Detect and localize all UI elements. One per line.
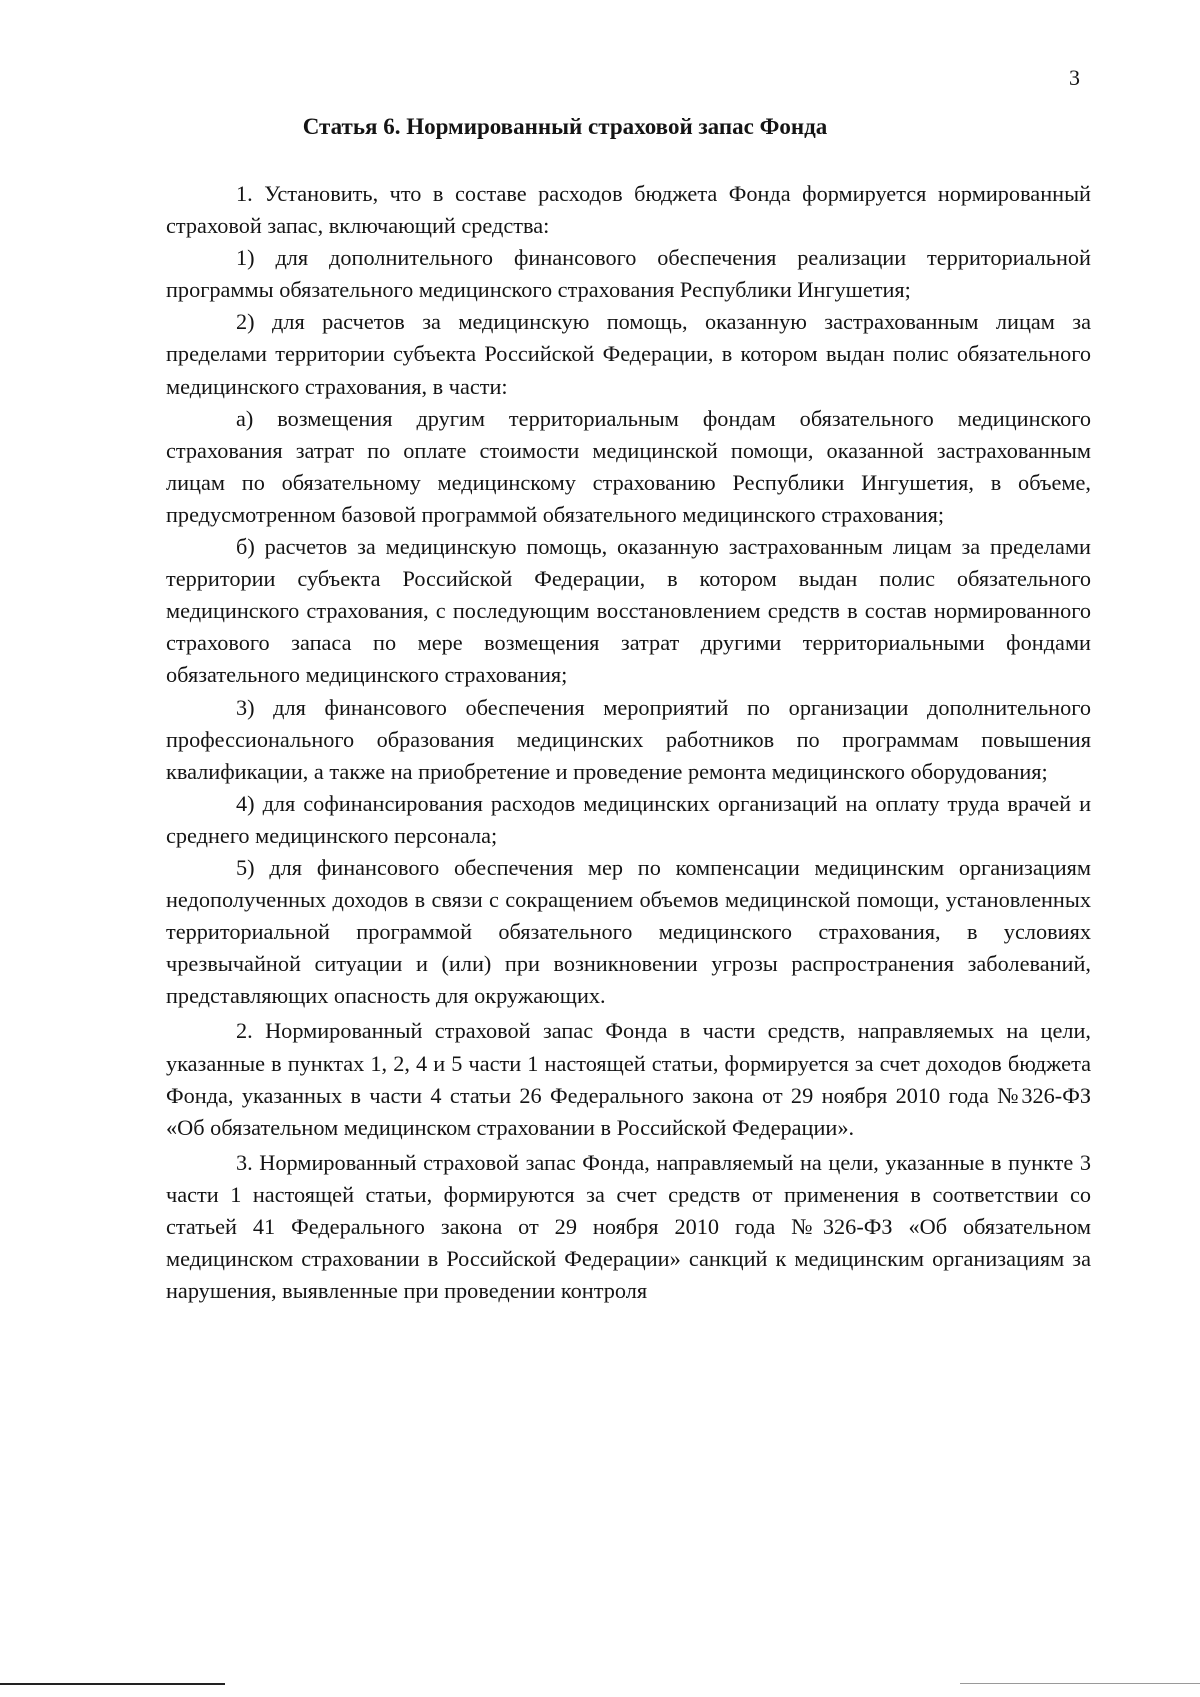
paragraph-2: 2. Нормированный страховой запас Фонда в части средств, направляемых на цели, указанные в пунктах 1, 2, 4 и 5 части 1 настоящей статьи, формируется за счет доходов бюджета Фонда, указанных в части 4 статьи 26 Федерального закона от 29 ноября 2010 года №326-ФЗ «Об обязательном медицинском страховании в Российской Федерации». (166, 1018, 1091, 1140)
page-number: 3 (1069, 65, 1080, 90)
sub-item-b: б) расчетов за медицинскую помощь, оказанную застрахованным лицам за пределами территории субъекта Российской Федерации, в котором выдан полис обязательного медицинского страхования, с последующим восстановлением средств в состав нормированного страхового запаса по мере возмещения затрат другими территориальными фондами обязательного медицинского страхования; (166, 534, 1091, 688)
article-body (166, 178, 1091, 1307)
bottom-rule-right (960, 1683, 1200, 1684)
bottom-rule (0, 1683, 225, 1685)
list-item-3: 3) для финансового обеспечения мероприятий по организации дополнительного профессионального образования медицинских работников по программам повышения квалификации, а также на приобретение и проведение ремонта медицинского оборудования; (166, 694, 1091, 784)
list-item-5: 5) для финансового обеспечения мер по компенсации медицинским организациям недополученных доходов в связи с сокращением объемов медицинской помощи, установленных территориальной программой обязательного медицинского страхования, в условиях чрезвычайной ситуации и (или) при возникновении угрозы распространения заболеваний, представляющих опасность для окружающих. (166, 854, 1091, 1009)
sub-item-a: а) возмещения другим территориальным фондам обязательного медицинского страхования затрат по оплате стоимости медицинской помощи, оказанной застрахованным лицам по обязательному медицинскому страхованию Республики Ингушетия, в объеме, предусмотренном базовой программой обязательного медицинского страхования; (166, 405, 1091, 527)
paragraph-3: 3. Нормированный страховой запас Фонда, направляемый на цели, указанные в пункте 3 части 1 настоящей статьи, формируются за счет средств от применения в соответствии со статьей 41 Федерального закона от 29 ноября 2010 года №326-ФЗ «Об обязательном медицинском страховании в Российской Федерации» санкций к медицинским организациям за нарушения, выявленные при проведении контроля (166, 1149, 1091, 1304)
paragraph-1: 1. Установить, что в составе расходов бюджета Фонда формируется нормированный страховой запас, включающий средства: (166, 181, 1091, 239)
list-item-1: 1) для дополнительного финансового обеспечения реализации территориальной программы обязательного медицинского страхования Республики Ингушетия; (166, 245, 1091, 303)
list-item-2: 2) для расчетов за медицинскую помощь, оказанную застрахованным лицам за пределами территории субъекта Российской Федерации, в котором выдан полис обязательного медицинского страхования, в части: (166, 309, 1091, 399)
article-title: Статья 6. Нормированный страховой запас Фонда (302, 114, 828, 139)
list-item-4: 4) для софинансирования расходов медицинских организаций на оплату труда врачей и среднего медицинского персонала; (166, 790, 1091, 848)
